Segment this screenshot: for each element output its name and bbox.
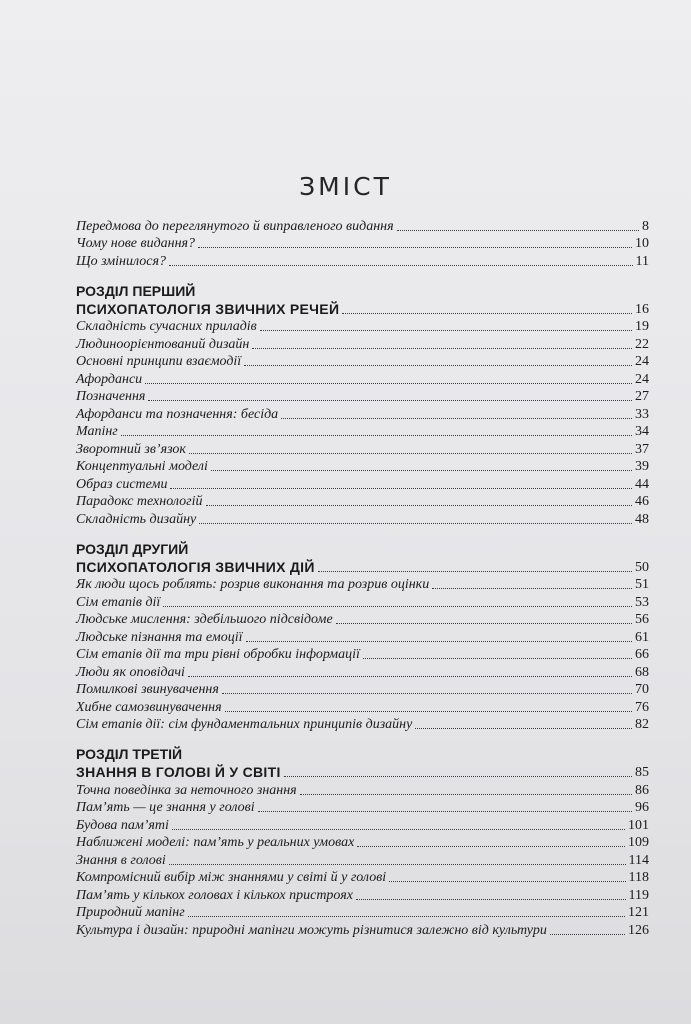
toc-entry bbox=[76, 235, 649, 253]
toc-entry-text: Передмова до переглянутого й виправленого видання bbox=[76, 218, 394, 234]
toc-page-number: 121 bbox=[628, 905, 649, 920]
toc-entry bbox=[76, 252, 649, 270]
toc-entry-text: Основні принципи взаємодії bbox=[76, 354, 242, 369]
toc-entry-text: Людське мислення: здебільшого підсвідоме bbox=[76, 612, 333, 627]
dot-leader bbox=[284, 776, 632, 777]
toc-entry bbox=[76, 646, 649, 664]
toc-entry bbox=[76, 869, 649, 887]
toc-entry-text: Природний мапінг bbox=[76, 905, 185, 920]
toc-page-number: 8 bbox=[642, 218, 649, 234]
dot-leader bbox=[356, 899, 626, 900]
dot-leader bbox=[389, 881, 625, 882]
toc-page-number: 109 bbox=[628, 835, 649, 850]
dot-leader bbox=[432, 588, 632, 589]
section-label: РОЗДІЛ ПЕРШИЙ bbox=[76, 282, 196, 299]
toc-page-number: 51 bbox=[635, 577, 649, 592]
dot-leader bbox=[357, 846, 625, 847]
toc-entry-text: Складність дизайну bbox=[76, 511, 197, 527]
toc-entry bbox=[76, 834, 649, 852]
toc-page-number: 39 bbox=[635, 459, 649, 474]
section-title: ПСИХОПАТОЛОГІЯ ЗВИЧНИХ РЕЧЕЙ bbox=[76, 300, 340, 317]
toc-page-number: 11 bbox=[635, 253, 649, 269]
toc-entry bbox=[76, 493, 649, 511]
toc-page-number: 82 bbox=[635, 717, 649, 732]
dot-leader bbox=[342, 313, 632, 314]
toc-page-number: 37 bbox=[635, 441, 649, 457]
toc-entry-text: Люди як оповідачі bbox=[76, 664, 185, 680]
dot-leader bbox=[198, 247, 632, 248]
dot-leader bbox=[363, 658, 632, 659]
dot-leader bbox=[397, 230, 639, 231]
toc-entry bbox=[76, 217, 649, 235]
toc-entry-text: Пам’ять у кількох головах і кількох пристроях bbox=[76, 887, 353, 903]
toc-page-number: 48 bbox=[635, 511, 649, 527]
toc-page-number: 44 bbox=[635, 476, 649, 492]
toc-page-number: 24 bbox=[635, 354, 649, 369]
dot-leader bbox=[188, 676, 632, 677]
toc-entry-text: Чому нове видання? bbox=[76, 236, 196, 251]
toc-entry-text: Хибне самозвинувачення bbox=[76, 699, 222, 715]
intro-group bbox=[76, 217, 649, 270]
toc-entry-text: Сім етапів дії та три рівні обробки інформації bbox=[76, 647, 360, 662]
toc-page-number: 86 bbox=[635, 782, 649, 798]
toc-entry bbox=[76, 335, 649, 353]
toc-page-number: 126 bbox=[628, 922, 649, 938]
page-title: ЗМІСТ bbox=[299, 172, 392, 201]
toc-entry bbox=[76, 388, 649, 406]
dot-leader bbox=[169, 265, 633, 266]
toc-entry-text: Позначення bbox=[76, 389, 146, 404]
toc-entry-text: Пам’ять — це знання у голові bbox=[76, 800, 255, 815]
toc-entry bbox=[76, 440, 649, 458]
toc-entry-text: Будова пам’яті bbox=[76, 817, 169, 833]
section-title: ПСИХОПАТОЛОГІЯ ЗВИЧНИХ ДІЙ bbox=[76, 558, 315, 575]
section-title-entry bbox=[76, 300, 649, 318]
toc-page-number: 76 bbox=[635, 699, 649, 715]
dot-leader bbox=[318, 571, 632, 572]
toc-entry bbox=[76, 475, 649, 493]
toc-page-number: 85 bbox=[635, 765, 649, 780]
toc-entry-text: Сім етапів дії bbox=[76, 594, 161, 610]
dot-leader bbox=[189, 453, 632, 454]
dot-leader bbox=[188, 916, 625, 917]
toc-page-number: 114 bbox=[628, 852, 649, 868]
toc-entry-text: Образ системи bbox=[76, 476, 168, 492]
toc-page-number: 70 bbox=[635, 682, 649, 697]
toc-entry bbox=[76, 781, 649, 799]
dot-leader bbox=[222, 693, 632, 694]
toc-entry bbox=[76, 698, 649, 716]
toc-page-number: 118 bbox=[628, 870, 649, 885]
dot-leader bbox=[246, 641, 633, 642]
toc-page-number: 61 bbox=[635, 629, 649, 645]
dot-leader bbox=[199, 523, 632, 524]
toc-entry bbox=[76, 593, 649, 611]
toc-entry-text: Знання в голові bbox=[76, 852, 166, 868]
toc-entry-text: Що змінилося? bbox=[76, 253, 166, 269]
toc-page-number: 46 bbox=[635, 494, 649, 509]
dot-leader bbox=[211, 470, 632, 471]
toc-entry bbox=[76, 799, 649, 817]
toc-entry bbox=[76, 663, 649, 681]
toc-entry-text: Компромісний вибір між знаннями у світі й у голові bbox=[76, 870, 387, 885]
toc-entry-text: Зворотний зв’язок bbox=[76, 441, 186, 457]
dot-leader bbox=[244, 365, 632, 366]
toc-page-number: 119 bbox=[628, 887, 649, 903]
dot-leader bbox=[260, 330, 632, 331]
dot-leader bbox=[145, 383, 632, 384]
dot-leader bbox=[170, 488, 632, 489]
dot-leader bbox=[169, 864, 626, 865]
toc-entry-text: Парадокс технологій bbox=[76, 494, 203, 509]
toc-entry bbox=[76, 318, 649, 336]
toc-entry bbox=[76, 353, 649, 371]
toc-entry bbox=[76, 921, 649, 939]
dot-leader bbox=[148, 400, 632, 401]
toc-entry-text: Точна поведінка за неточного знання bbox=[76, 782, 297, 798]
toc-page-number: 16 bbox=[635, 301, 649, 317]
toc-entry-text: Людське пізнання та емоції bbox=[76, 629, 243, 645]
toc-page-number: 24 bbox=[635, 371, 649, 387]
toc-entry bbox=[76, 681, 649, 699]
toc-entry-text: Наближені моделі: пам’ять у реальних умовах bbox=[76, 835, 355, 850]
toc-page-number: 50 bbox=[635, 559, 649, 575]
toc-entry bbox=[76, 628, 649, 646]
toc-entry bbox=[76, 611, 649, 629]
toc-entry bbox=[76, 816, 649, 834]
section-title: ЗНАННЯ В ГОЛОВІ Й У СВІТІ bbox=[76, 764, 281, 780]
toc-entry-text: Як люди щось роблять: розрив виконання та розрив оцінки bbox=[76, 577, 430, 592]
toc-page-number: 33 bbox=[635, 406, 649, 422]
dot-leader bbox=[415, 728, 632, 729]
toc-entry-text: Афорданси та позначення: бесіда bbox=[76, 406, 279, 422]
toc-entry-text: Людиноорієнтований дизайн bbox=[76, 336, 250, 352]
dot-leader bbox=[172, 829, 625, 830]
section-label: РОЗДІЛ ДРУГИЙ bbox=[76, 540, 189, 557]
section-group bbox=[76, 746, 649, 939]
toc-entry bbox=[76, 423, 649, 441]
dot-leader bbox=[258, 811, 632, 812]
section-group bbox=[76, 541, 649, 734]
dot-leader bbox=[336, 623, 632, 624]
toc-entry bbox=[76, 458, 649, 476]
toc-entry-text: Афорданси bbox=[76, 371, 143, 387]
toc-page-number: 27 bbox=[635, 389, 649, 404]
dot-leader bbox=[550, 934, 625, 935]
toc-page-number: 66 bbox=[635, 647, 649, 662]
toc-entry bbox=[76, 851, 649, 869]
table-of-contents bbox=[76, 217, 649, 952]
section-title-entry bbox=[76, 763, 649, 781]
toc-entry-text: Сім етапів дії: сім фундаментальних принципів дизайну bbox=[76, 717, 413, 732]
toc-entry bbox=[76, 510, 649, 528]
toc-entry-text: Помилкові звинувачення bbox=[76, 682, 219, 697]
section-label: РОЗДІЛ ТРЕТІЙ bbox=[76, 746, 183, 762]
section-group bbox=[76, 283, 649, 528]
toc-entry bbox=[76, 576, 649, 594]
toc-page-number: 34 bbox=[635, 424, 649, 439]
toc-page-number: 56 bbox=[635, 612, 649, 627]
section-title-entry bbox=[76, 558, 649, 576]
toc-entry bbox=[76, 886, 649, 904]
toc-entry bbox=[76, 716, 649, 734]
dot-leader bbox=[206, 505, 633, 506]
toc-page-number: 96 bbox=[635, 800, 649, 815]
toc-page-number: 22 bbox=[635, 336, 649, 352]
dot-leader bbox=[300, 794, 632, 795]
toc-page-number: 101 bbox=[628, 817, 649, 833]
toc-entry-text: Складність сучасних приладів bbox=[76, 319, 257, 334]
dot-leader bbox=[281, 418, 632, 419]
dot-leader bbox=[252, 348, 632, 349]
toc-entry bbox=[76, 904, 649, 922]
dot-leader bbox=[163, 606, 632, 607]
toc-page-number: 53 bbox=[635, 594, 649, 610]
toc-page-number: 19 bbox=[635, 319, 649, 334]
dot-leader bbox=[121, 435, 632, 436]
toc-entry-text: Концептуальні моделі bbox=[76, 459, 208, 474]
toc-entry bbox=[76, 405, 649, 423]
toc-page-number: 10 bbox=[635, 236, 649, 251]
toc-entry bbox=[76, 370, 649, 388]
toc-page-number: 68 bbox=[635, 664, 649, 680]
dot-leader bbox=[225, 711, 632, 712]
toc-entry-text: Культура і дизайн: природні мапінги можуть різнитися залежно від культури bbox=[76, 922, 547, 938]
toc-entry-text: Мапінг bbox=[76, 424, 118, 439]
